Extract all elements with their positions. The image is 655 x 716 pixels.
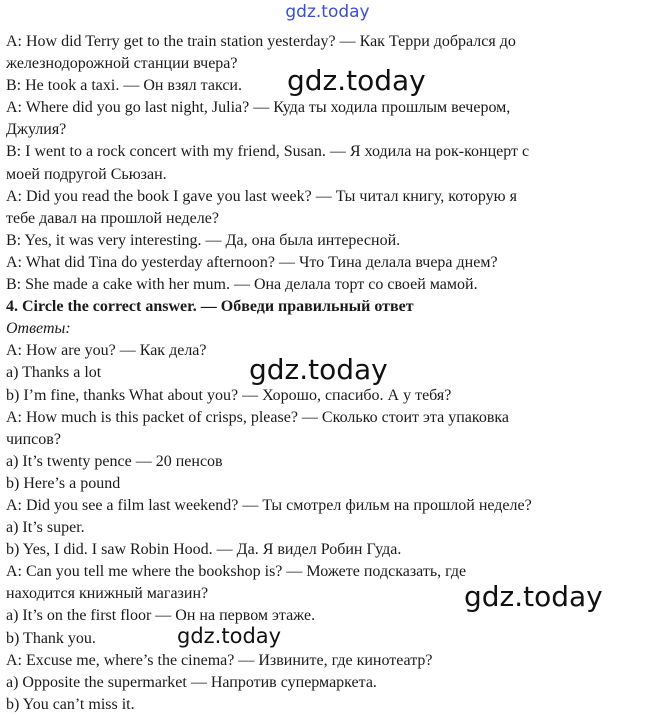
text-line: находится книжный магазин? <box>6 585 209 603</box>
text-line: b) Yes, I did. I saw Robin Hood. — Да. Я видел Робин Гуда. <box>6 541 402 559</box>
text-line: A: How much is this packet of crisps, please? — Сколько стоит эта упаковка <box>6 408 509 426</box>
text-line: A: Can you tell me where the bookshop is? — Можете подсказать, где <box>6 563 467 581</box>
watermark: gdz.today <box>464 580 603 613</box>
text-line: a) It’s twenty pence — 20 пенсов <box>6 452 223 470</box>
text-line: Джулия? <box>6 121 67 139</box>
text-line: моей подругой Сьюзан. <box>6 165 167 183</box>
text-line: B: I went to a rock concert with my friend, Susan. — Я ходила на рок-концерт с <box>6 143 530 161</box>
text-line: b) Thank you. <box>6 629 96 647</box>
text-line: A: Where did you go last night, Julia? — Куда ты ходила прошлым вечером, <box>6 99 511 117</box>
text-line: a) Opposite the supermarket — Напротив супермаркета. <box>6 673 377 691</box>
text-line: A: What did Tina do yesterday afternoon? — Что Тина делала вчера днем? <box>6 253 498 271</box>
text-line: A: Did you read the book I gave you last week? — Ты читал книгу, которую я <box>6 187 517 205</box>
watermark: gdz.today <box>287 64 426 97</box>
text-line: b) You can’t miss it. <box>6 695 135 713</box>
text-line: B: She made a cake with her mum. — Она делала торт со своей мамой. <box>6 276 478 294</box>
text-line: a) Thanks a lot <box>6 364 102 382</box>
text-line: a) It’s on the first floor — Он на первом этаже. <box>6 607 316 625</box>
answers-label: Ответы: <box>6 320 71 338</box>
text-line: b) Here’s a pound <box>6 474 121 492</box>
text-line: чипсов? <box>6 430 61 448</box>
text-line: B: He took a taxi. — Он взял такси. <box>6 77 242 95</box>
text-line: A: Excuse me, where’s the cinema? — Извините, где кинотеатр? <box>6 651 433 669</box>
text-line: A: How did Terry get to the train station yesterday? — Как Терри добрался до <box>6 33 516 50</box>
text-line: a) It’s super. <box>6 519 85 537</box>
text-line: железнодорожной станции вчера? <box>6 55 238 73</box>
text-line: B: Yes, it was very interesting. — Да, она была интересной. <box>6 231 401 249</box>
text-line: A: Did you see a film last weekend? — Ты смотрел фильм на прошлой неделе? <box>6 496 532 514</box>
text-line: b) I’m fine, thanks What about you? — Хорошо, спасибо. А у тебя? <box>6 386 452 404</box>
watermark: gdz.today <box>177 624 282 648</box>
watermark: gdz.today <box>249 353 388 386</box>
text-line: тебе давал на прошлой неделе? <box>6 209 219 227</box>
text-line: A: How are you? — Как дела? <box>6 342 207 360</box>
exercise-heading: 4. Circle the correct answer. — Обведи правильный ответ <box>6 298 414 316</box>
header-watermark: gdz.today <box>285 2 370 22</box>
